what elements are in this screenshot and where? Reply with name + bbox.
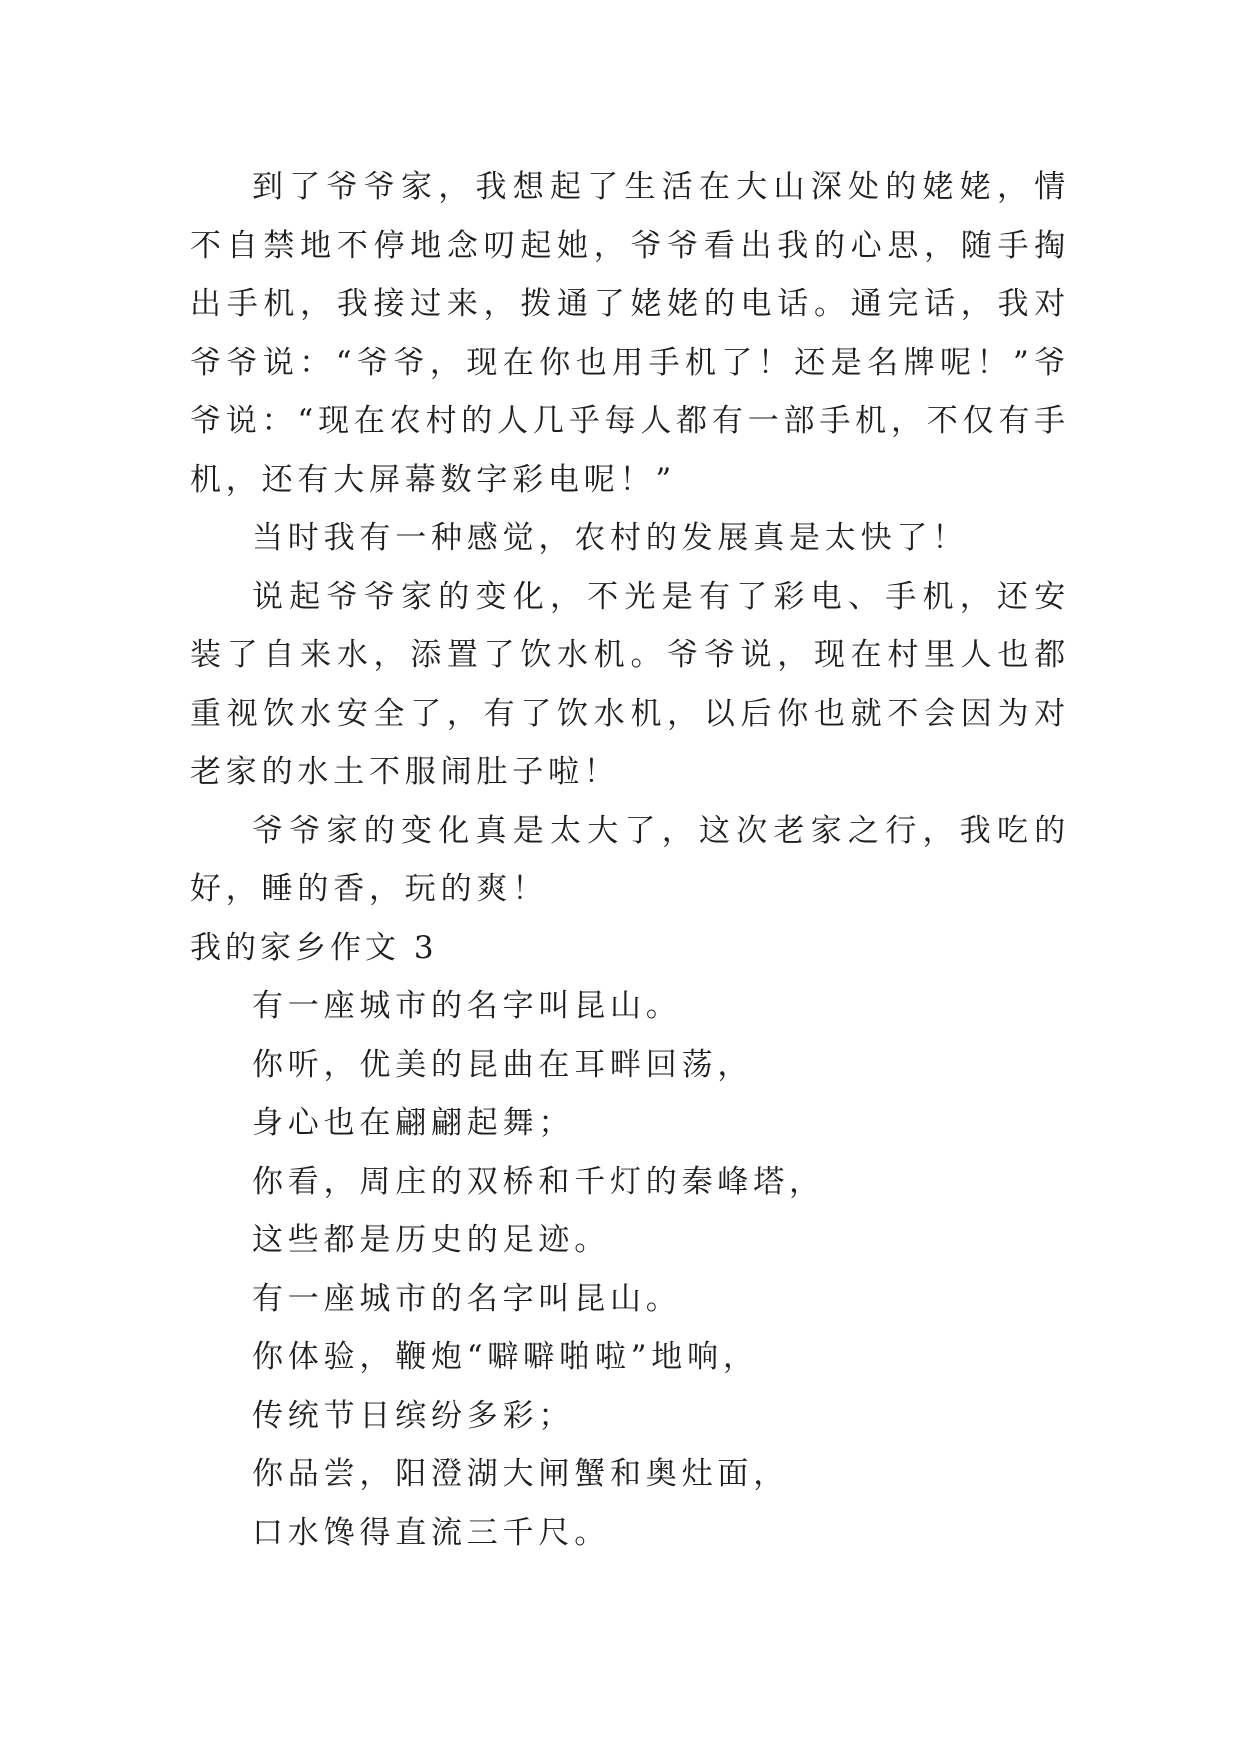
paragraph-house-changes: 说起爷爷家的变化，不光是有了彩电、手机，还安装了自来水，添置了饮水机。爷爷说，现在村里人也都重视饮水安全了，有了饮水机，以后你也就不会因为对老家的水土不服闹肚子啦！	[190, 578, 1070, 790]
document-body	[190, 158, 1070, 1562]
poem-line: 你体验，鞭炮“噼噼啪啦”地响，	[252, 1339, 759, 1375]
poem-line: 口水馋得直流三千尺。	[252, 1514, 610, 1551]
section-title: 我的家乡作文 3	[190, 929, 438, 966]
poem-line: 身心也在翩翩起舞；	[252, 1105, 575, 1141]
poem-line: 有一座城市的名字叫昆山。	[252, 1280, 682, 1317]
paragraph-grandpa-phone: 到了爷爷家，我想起了生活在大山深处的姥姥，情不自禁地不停地念叨起她，爷爷看出我的心思，随手掏出手机，我接过来，拨通了姥姥的电话。通完话，我对爷爷说：“爷爷，现在你也用手机了！还是名牌呢！”爷爷说：“现在农村的人几乎每人都有一部手机，不仅有手机，还有大屏幕数字彩电呢！”	[190, 169, 1070, 498]
paragraph-rural-development: 当时我有一种感觉，农村的发展真是太快了！	[252, 520, 968, 556]
poem-line: 传统节日缤纷多彩；	[252, 1397, 575, 1434]
poem-line: 你品尝，阳澄湖大闸蟹和奥灶面，	[252, 1456, 789, 1492]
poem-line: 你听，优美的昆曲在耳畔回荡，	[252, 1046, 754, 1083]
poem-line: 你看，周庄的双桥和千灯的秦峰塔，	[252, 1163, 825, 1200]
poem-line: 这些都是历史的足迹。	[252, 1222, 610, 1258]
poem-line: 有一座城市的名字叫昆山。	[252, 988, 682, 1024]
paragraph-trip-summary: 爷爷家的变化真是太大了，这次老家之行，我吃的好，睡的香，玩的爽！	[190, 812, 1070, 907]
